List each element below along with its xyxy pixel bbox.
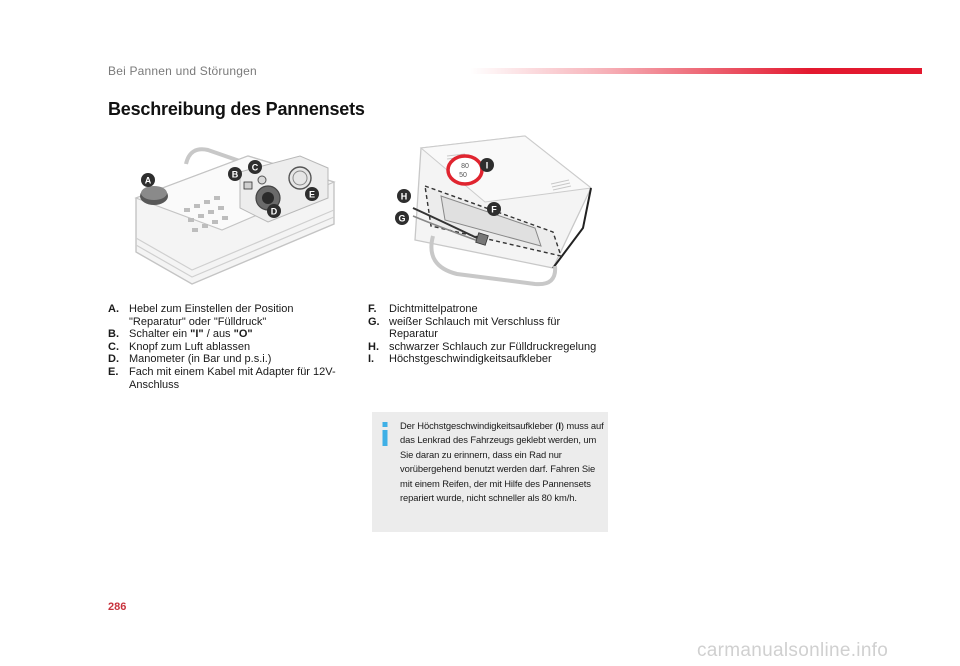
callout-b-label: B	[231, 169, 239, 180]
legend-key: I.	[368, 353, 375, 366]
legend-key: C.	[108, 340, 119, 353]
legend-text: Fach mit einem Kabel mit Adapter für 12V-Anschluss	[129, 365, 336, 391]
legend-key: F.	[368, 303, 377, 315]
switch-on-label: "I"	[190, 328, 204, 341]
info-note-text	[400, 419, 604, 505]
legend-text-part: / aus	[203, 328, 234, 341]
callout-i-label: I	[485, 160, 489, 171]
legend-item-g	[368, 316, 608, 341]
legend-right	[368, 303, 608, 366]
legend-text: Dichtmittelpatrone	[389, 303, 478, 315]
legend-key: H.	[368, 340, 379, 353]
legend-item-i	[368, 353, 608, 366]
note-callout-ref: I	[558, 420, 561, 431]
info-note	[372, 412, 608, 532]
legend-text: Höchstgeschwindigkeitsaufkleber	[389, 353, 552, 366]
legend-item-e	[108, 366, 338, 391]
note-text-part: ) muss auf das Lenkrad des Fahrzeugs geklebt werden, um Sie daran zu erinnern, dass ein Rad nur vorübergehend benutzt werden darf. Fahren Sie mit einem Reifen, der mit Hilfe des Pannensets repariert wurde, nicht schneller als 80 km/h.	[400, 420, 604, 504]
note-text-part: Der Höchstgeschwindigkeitsaufkleber (	[400, 420, 559, 431]
legend-key: E.	[108, 365, 119, 378]
legend-item-d	[108, 353, 338, 366]
legend-text: weißer Schlauch mit Verschluss für Reparatur	[389, 315, 561, 341]
page-number: 286	[108, 601, 127, 613]
legend-text: Manometer (in Bar und p.s.i.)	[129, 353, 272, 366]
callout-c-label: C	[251, 162, 259, 173]
legend-item-h	[368, 341, 608, 354]
legend-item-f	[368, 303, 608, 316]
legend-text-part: Schalter ein	[129, 328, 191, 341]
legend-key: D.	[108, 353, 119, 366]
callout-d-label: D	[270, 206, 278, 217]
legend-text	[129, 328, 338, 341]
repair-kit-compressor-illustration	[128, 138, 338, 288]
speed-sticker-max: 80	[461, 163, 469, 170]
repair-kit-underside-illustration	[385, 128, 595, 288]
callout-f-label: F	[491, 204, 497, 215]
legend-key: A.	[108, 303, 119, 315]
section-title: Bei Pannen und Störungen	[108, 64, 257, 78]
legend-item-c	[108, 341, 338, 354]
callout-g-label: G	[398, 213, 406, 224]
callout-a-label: A	[144, 175, 152, 186]
legend-key: B.	[108, 328, 119, 341]
callout-h-label: H	[400, 191, 408, 202]
switch-off-label: "O"	[233, 328, 253, 341]
legend-item-a	[108, 303, 338, 328]
legend-item-b	[108, 328, 338, 341]
info-icon	[380, 422, 390, 446]
page-heading: Beschreibung des Pannensets	[108, 99, 365, 119]
legend-left	[108, 303, 338, 391]
legend-text: Hebel zum Einstellen der Position "Reparatur" oder "Fülldruck"	[129, 303, 294, 328]
speed-sticker-min: 50	[459, 172, 467, 179]
legend-text: Knopf zum Luft ablassen	[129, 340, 251, 353]
header-accent-bar	[470, 68, 922, 74]
legend-key: G.	[368, 315, 380, 328]
callout-e-label: E	[308, 189, 316, 200]
legend-text: schwarzer Schlauch zur Fülldruckregelung	[389, 340, 597, 353]
watermark: carmanualsonline.info	[697, 640, 889, 661]
